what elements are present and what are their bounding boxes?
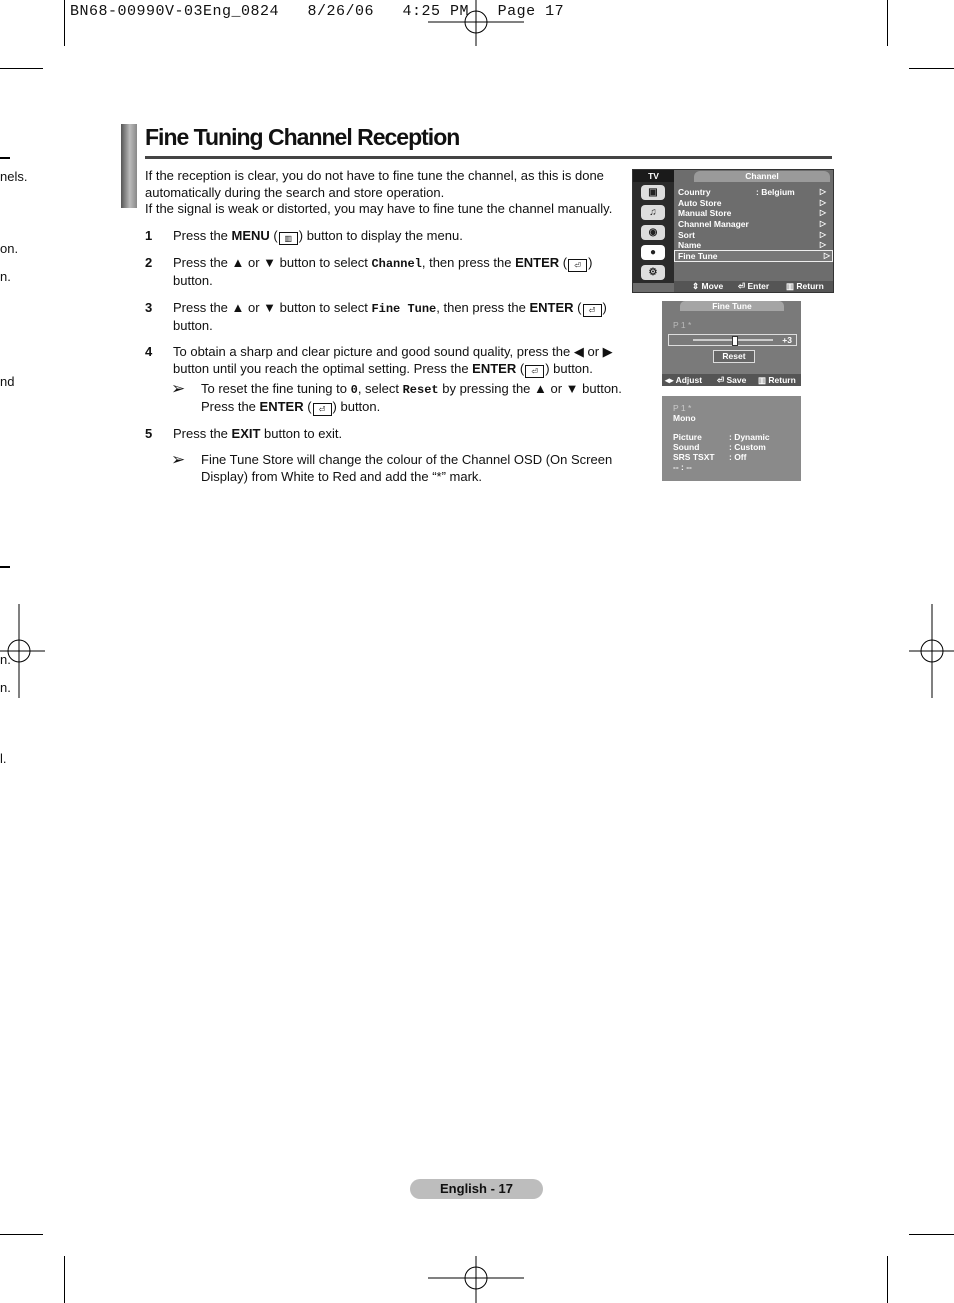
- edge-fragment: n.: [0, 680, 11, 695]
- osd-sidebar: [633, 182, 674, 283]
- osd-info-value: : Dynamic: [729, 432, 770, 442]
- enter-button-icon: ⏎: [583, 304, 602, 317]
- note-arrow-icon: ➢: [171, 450, 186, 469]
- osd-header: Channel: [694, 171, 830, 182]
- crop-mark: [64, 1256, 65, 1303]
- edge-fragment: n.: [0, 652, 11, 667]
- step-text: Press the MENU ( ▥ ) button to display the menu.: [173, 228, 463, 243]
- crop-mark: [0, 566, 10, 568]
- fine-tune-slider[interactable]: [668, 334, 797, 346]
- intro-paragraph: If the reception is clear, you do not have to fine tune the channel, as this is done automatically during the search and store operation.: [145, 168, 604, 200]
- enter-button-icon: ⏎: [313, 403, 332, 416]
- crop-mark: [887, 1256, 888, 1303]
- picture-icon: ▣: [641, 185, 665, 200]
- edge-fragment: nels.: [0, 169, 28, 184]
- step-number: 3: [145, 300, 153, 315]
- osd-menu-item-selected[interactable]: Fine Tune ▷: [674, 250, 833, 262]
- registration-target-icon: [428, 1256, 524, 1303]
- osd-menu-item[interactable]: Channel Manager ▷: [678, 219, 826, 229]
- step-number: 5: [145, 426, 153, 441]
- osd-info-value: : Off: [729, 452, 747, 462]
- step-text: Press the ▲ or ▼ button to select Fine Tune, then press the ENTER ( ⏎ ) button.: [173, 300, 607, 333]
- step-number: 2: [145, 255, 153, 270]
- setup-icon: ●: [641, 245, 665, 260]
- osd-program: P 1 *: [673, 320, 692, 330]
- edge-fragment: on.: [0, 241, 19, 256]
- edge-fragment: nd: [0, 374, 15, 389]
- note-arrow-icon: ➢: [171, 379, 186, 398]
- step-number: 4: [145, 344, 153, 359]
- osd-channel-menu: [632, 169, 834, 293]
- input-icon: ⚙: [641, 265, 665, 280]
- osd-info-value: : Custom: [729, 442, 766, 452]
- osd-info: [662, 396, 801, 481]
- print-header: BN68-00990V-03Eng_0824 8/26/06 4:25 PM Page 17: [70, 3, 565, 20]
- slider-track: [693, 339, 773, 341]
- fine-tune-value: +3: [782, 335, 792, 345]
- osd-fine-tune: [662, 301, 801, 386]
- enter-button-icon: ⏎: [568, 259, 587, 272]
- osd-menu-item[interactable]: Name ▷: [678, 240, 826, 250]
- crop-mark: [887, 0, 888, 46]
- registration-target-icon: [909, 604, 954, 698]
- enter-button-icon: ⏎: [525, 365, 544, 378]
- edge-fragment: l.: [0, 751, 7, 766]
- page-title: Fine Tuning Channel Reception: [145, 124, 460, 150]
- osd-footer: ⇕ Move ⏎ Enter ▥ Return: [674, 281, 833, 292]
- step-text: Press the EXIT button to exit.: [173, 426, 343, 441]
- osd-info-label: Picture: [673, 432, 702, 442]
- osd-menu-item[interactable]: Manual Store ▷: [678, 208, 826, 218]
- osd-info-label: Sound: [673, 442, 700, 452]
- sound-icon: ♫: [641, 205, 665, 220]
- crop-mark: [64, 0, 65, 46]
- slider-knob[interactable]: [732, 336, 738, 346]
- osd-menu-item[interactable]: Auto Store ▷: [678, 198, 826, 208]
- crop-mark: [909, 68, 954, 69]
- menu-button-icon: ▥: [279, 232, 298, 245]
- osd-menu-item[interactable]: Country : Belgium ▷: [678, 187, 826, 197]
- osd-info-label: SRS TSXT: [673, 452, 715, 462]
- osd-time: -- : --: [673, 462, 692, 472]
- crop-mark: [0, 1234, 43, 1235]
- osd-footer: ◂▸ Adjust ⏎ Save ▥ Return: [662, 374, 801, 386]
- page-number: English - 17: [410, 1179, 543, 1199]
- osd-audio: Mono: [673, 413, 696, 423]
- title-accent-bar: [121, 124, 137, 208]
- osd-menu-item[interactable]: Sort ▷: [678, 230, 826, 240]
- step-number: 1: [145, 228, 153, 243]
- osd-header: Fine Tune: [680, 301, 784, 311]
- note-text: To reset the fine tuning to 0, select Reset by pressing the ▲ or ▼ button. Press the ENTER ( ⏎ ) button.: [201, 381, 622, 414]
- crop-mark: [0, 68, 43, 69]
- edge-fragment: n.: [0, 269, 11, 284]
- intro-paragraph: If the signal is weak or distorted, you may have to fine tune the channel manually.: [145, 201, 613, 216]
- osd-tv-tab: TV: [633, 170, 674, 182]
- step-text: To obtain a sharp and clear picture and good sound quality, press the ◀ or ▶ button until you reach the optimal setting. Press the ENTER ( ⏎ ) button.: [173, 344, 613, 376]
- title-rule: [145, 156, 832, 159]
- crop-mark: [0, 157, 10, 159]
- channel-icon: ◉: [641, 225, 665, 240]
- crop-mark: [909, 1234, 954, 1235]
- osd-program: P 1 *: [673, 403, 692, 413]
- step-text: Press the ▲ or ▼ button to select Channel, then press the ENTER ( ⏎ ) button.: [173, 255, 593, 288]
- note-text: Fine Tune Store will change the colour of the Channel OSD (On Screen Display) from White to Red and add the “*” mark.: [201, 452, 613, 484]
- reset-button[interactable]: Reset: [713, 350, 755, 363]
